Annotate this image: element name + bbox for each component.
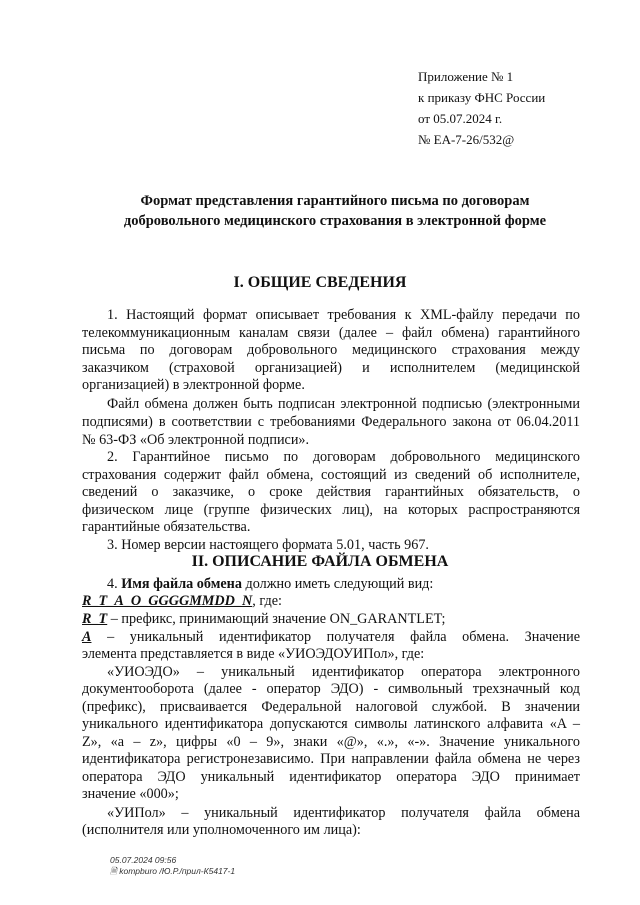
footer-path-text: kompburo /Ю.Р./прил-К5417-1 <box>119 866 236 876</box>
paragraph-line: письма по договорам добровольного медицинского страхования между <box>82 342 580 358</box>
paragraph-line: физическом лице (группе физических лиц), на которых распространяются <box>82 502 580 518</box>
paragraph-line <box>82 611 580 627</box>
paragraph-line: элемента представляется в виде «УИОЭДОУИПол», где: <box>82 646 425 662</box>
paragraph-line <box>107 576 580 592</box>
appendix-line: к приказу ФНС России <box>418 90 546 105</box>
paragraph-line: 2. Гарантийное письмо по договорам добровольного медицинского <box>107 449 580 465</box>
paragraph-line: оператора ЭДО уникальный идентификатор оператора ЭДО принимает <box>82 769 580 785</box>
paragraph-line: (префикс), присваивается Федеральной налоговой службой. В значении <box>82 699 580 715</box>
text-fragment: – префикс, принимающий значение ON_GARANTLET; <box>107 611 446 627</box>
paragraph-line: идентификатора регистронезависимо. При направлении файла обмена не через <box>82 751 580 767</box>
paragraph-line: значение «000»; <box>82 786 179 802</box>
paragraph-line: № 63-ФЗ «Об электронной подписи». <box>82 432 310 448</box>
title-line: Формат представления гарантийного письма по договорам <box>140 193 530 209</box>
document-title <box>90 191 580 231</box>
text-fragment: , где: <box>252 593 282 609</box>
text-fragment: – уникальный идентификатор получателя файла обмена. Значение <box>91 629 580 645</box>
appendix-line: № ЕА-7-26/532@ <box>418 132 515 147</box>
appendix-line: Приложение № 1 <box>418 69 514 84</box>
paragraph-line: гарантийные обязательства. <box>82 519 251 535</box>
document-icon: 🗎 <box>110 866 117 876</box>
file-name-part: R_T <box>82 611 108 627</box>
paragraph-line: (исполнителя или уполномоченного им лица): <box>82 822 361 838</box>
text-fragment: должно иметь следующий вид: <box>241 576 434 592</box>
footer-stamp <box>110 855 235 877</box>
paragraph-line: уникального идентификатора допускаются символы латинского алфавита «A – <box>82 716 580 732</box>
appendix-block <box>418 66 545 150</box>
file-name-pattern: R_T_A_O_GGGGMMDD_N <box>82 593 253 609</box>
paragraph-line <box>82 593 580 609</box>
section-heading-general: I. ОБЩИЕ СВЕДЕНИЯ <box>233 274 407 291</box>
paragraph-line: 1. Настоящий формат описывает требования к XML-файлу передачи по <box>107 307 580 323</box>
footer-timestamp: 05.07.2024 09:56 <box>110 855 177 865</box>
bold-term: Имя файла обмена <box>121 576 242 592</box>
paragraph-line: 3. Номер версии настоящего формата 5.01, часть 967. <box>107 537 429 553</box>
title-line: добровольного медицинского страхования в электронной форме <box>123 213 547 229</box>
paragraph-line: документооборота (далее - оператор ЭДО) - символьный трехзначный код <box>82 681 580 697</box>
paragraph-line: «УИПол» – уникальный идентификатор получателя файла обмена <box>107 805 580 821</box>
paragraph-line: страхования содержит файл обмена, состоящий из сведений об исполнителе, <box>82 467 580 483</box>
paragraph-line: организацией) в электронной форме. <box>82 377 305 393</box>
paragraph-line: сведений о заказчике, о сроке действия гарантийных обязательств, о <box>82 484 580 500</box>
appendix-line: от 05.07.2024 г. <box>418 111 503 126</box>
file-name-part: A <box>82 629 92 645</box>
section-heading-file-description: II. ОПИСАНИЕ ФАЙЛА ОБМЕНА <box>191 553 449 570</box>
item-number: 4. <box>107 576 122 592</box>
paragraph-line <box>82 629 580 645</box>
paragraph-line: «УИОЭДО» – уникальный идентификатор оператора электронного <box>107 664 580 680</box>
paragraph-line: заказчиком (страховой организацией) и исполнителем (медицинской <box>82 360 580 376</box>
paragraph-line: Z», «a – z», цифры «0 – 9», знаки «@», «.», «-». Значение уникального <box>82 734 580 750</box>
paragraph-line: подписями) в соответствии с требованиями Федерального закона от 06.04.2011 <box>82 414 580 430</box>
paragraph-line: Файл обмена должен быть подписан электронной подписью (электронными <box>107 396 580 412</box>
footer-file-path <box>110 866 235 877</box>
paragraph-line: телекоммуникационным каналам связи (далее – файл обмена) гарантийного <box>82 325 580 341</box>
